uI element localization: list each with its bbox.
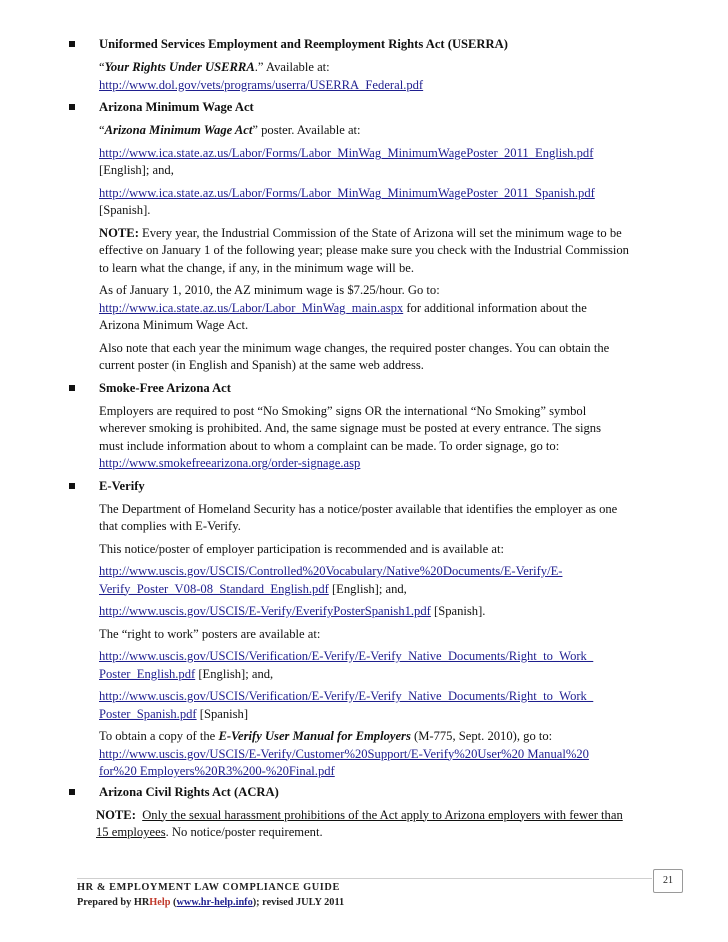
minwage-english-link[interactable]: http://www.ica.state.az.us/Labor/Forms/Labor_MinWag_MinimumWagePoster_2011_English.pdf xyxy=(99,145,594,160)
rtw-spanish-link[interactable]: http://www.uscis.gov/USCIS/Verification/E-Verify/E-Verify_Native_Documents/Right_to_Work_ xyxy=(99,689,594,703)
bullet-icon xyxy=(69,789,75,795)
rtw-english-link[interactable]: http://www.uscis.gov/USCIS/Verification/E-Verify/E-Verify_Native_Documents/Right_to_Work_ xyxy=(99,649,594,663)
section-smokefree-heading: Smoke-Free Arizona Act xyxy=(0,380,728,398)
minwage-spanish-paragraph: http://www.ica.state.az.us/Labor/Forms/Labor_MinWag_MinimumWagePoster_2011_Spanish.pdf [Spanish]. xyxy=(99,185,595,217)
userra-paragraph: “Your Rights Under USERRA.” Available at: http://www.dol.gov/vets/programs/userra/USERRA_Federal.pdf xyxy=(99,60,424,92)
bullet-icon xyxy=(69,483,75,489)
minwage-spanish-link[interactable]: http://www.ica.state.az.us/Labor/Forms/Labor_MinWag_MinimumWagePoster_2011_Spanish.pdf xyxy=(99,185,595,200)
minwage-main-link[interactable]: http://www.ica.state.az.us/Labor/Labor_MinWag_main.aspx xyxy=(99,300,404,315)
document-body xyxy=(0,36,728,842)
everify-manual-title: E-Verify User Manual for Employers xyxy=(218,729,411,743)
everify-spanish-link[interactable]: http://www.uscis.gov/USCIS/E-Verify/EverifyPosterSpanish1.pdf xyxy=(99,604,431,618)
everify-english-poster: http://www.uscis.gov/USCIS/Controlled%20Vocabulary/Native%20Documents/E-Verify/E- Verify_Poster_V08-08_Standard_English.pdf [English]; and, xyxy=(99,564,563,596)
section-everify-heading: E-Verify xyxy=(0,478,728,496)
footer-guide-title: HR & EMPLOYMENT LAW COMPLIANCE GUIDE xyxy=(77,882,340,893)
note-label: NOTE: xyxy=(99,225,139,240)
minwage-poster-paragraph: “Arizona Minimum Wage Act” poster. Available at: xyxy=(99,123,361,137)
everify-manual-link-cont[interactable]: for%20 Employers%20R3%200-%20Final.pdf xyxy=(99,764,335,778)
rtw-english-link-cont[interactable]: Poster_English.pdf xyxy=(99,666,196,681)
minwage-english-paragraph: http://www.ica.state.az.us/Labor/Forms/Labor_MinWag_MinimumWagePoster_2011_English.pdf [English]; and, xyxy=(99,145,594,177)
smokefree-paragraph: Employers are required to post “No Smoking” signs OR the international “No Smoking” symbol wherever smoking is prohibited. And, the same signage must be posted at every entrance. The signs must include information about to whom a complaint can be made. To order signage, go to: http://www.smokefreearizona.org/order-signage.asp xyxy=(99,403,601,470)
minwage-asof-paragraph: As of January 1, 2010, the AZ minimum wage is $7.25/hour. Go to: http://www.ica.state.az.us/Labor/Labor_MinWag_main.aspx for additional information about the Arizona Minimum Wage Act. xyxy=(99,283,587,332)
userra-poster-title: Your Rights Under USERRA xyxy=(104,60,255,74)
minwage-note: NOTE: Every year, the Industrial Commission of the State of Arizona will set the minimum wage to be effective on January 1 of the following year; please make sure you check with the Industrial Commission to learn what the change, if any, in the minimum wage will be. xyxy=(99,225,629,275)
bullet-icon xyxy=(69,104,75,110)
smokefree-link[interactable]: http://www.smokefreearizona.org/order-signage.asp xyxy=(99,456,361,470)
section-minwage-heading: Arizona Minimum Wage Act xyxy=(0,99,728,117)
everify-english-link[interactable]: http://www.uscis.gov/USCIS/Controlled%20Vocabulary/Native%20Documents/E-Verify/E- xyxy=(99,564,563,578)
everify-right-to-work: The “right to work” posters are available at: xyxy=(99,626,321,641)
footer-site-link[interactable]: www.hr-help.info xyxy=(176,897,253,908)
everify-rtw-spanish: http://www.uscis.gov/USCIS/Verification/E-Verify/E-Verify_Native_Documents/Right_to_Work_ Poster_Spanish.pdf [Spanish] xyxy=(99,689,594,721)
footer-divider xyxy=(77,878,652,879)
acra-note: NOTE: Only the sexual harassment prohibitions of the Act apply to Arizona employers with fewer than 15 employees. No notice/poster requirement. xyxy=(96,807,623,839)
userra-link[interactable]: http://www.dol.gov/vets/programs/userra/USERRA_Federal.pdf xyxy=(99,77,424,92)
bullet-icon xyxy=(69,41,75,47)
section-userra-heading: Uniformed Services Employment and Reemployment Rights Act (USERRA) xyxy=(0,36,728,54)
everify-english-link-cont[interactable]: Verify_Poster_V08-08_Standard_English.pdf xyxy=(99,581,329,596)
minwage-also-paragraph: Also note that each year the minimum wage changes, the required poster changes. You can obtain the current poster (in English and Spanish) at the same web address. xyxy=(99,340,610,372)
minwage-poster-title: Arizona Minimum Wage Act xyxy=(104,123,253,137)
footer-prepared-by: Prepared by HRHelp (www.hr-help.info); revised JULY 2011 xyxy=(77,897,345,908)
page-footer xyxy=(77,880,344,910)
everify-manual: To obtain a copy of the E-Verify User Manual for Employers (M-775, Sept. 2010), go to: http://www.uscis.gov/USCIS/E-Verify/Customer%20Support/E-Verify%20User%20 Manual%20 for%20 Employers%20R3%200-%20Final.pdf xyxy=(99,729,589,778)
rtw-spanish-link-cont[interactable]: Poster_Spanish.pdf xyxy=(99,706,197,721)
bullet-icon xyxy=(69,385,75,391)
everify-spanish-poster: http://www.uscis.gov/USCIS/E-Verify/EverifyPosterSpanish1.pdf [Spanish]. xyxy=(99,604,486,618)
everify-rtw-english: http://www.uscis.gov/USCIS/Verification/E-Verify/E-Verify_Native_Documents/Right_to_Work_ Poster_English.pdf [English]; and, xyxy=(99,649,594,681)
footer-brand-help: Help xyxy=(149,897,171,908)
section-acra-heading: Arizona Civil Rights Act (ACRA) xyxy=(0,784,728,802)
everify-manual-link[interactable]: http://www.uscis.gov/USCIS/E-Verify/Customer%20Support/E-Verify%20User%20 Manual%20 xyxy=(99,746,589,761)
everify-recommended: This notice/poster of employer participation is recommended and is available at: xyxy=(99,541,504,556)
page-number: 21 xyxy=(653,869,683,893)
everify-dhs-paragraph: The Department of Homeland Security has a notice/poster available that identifies the employer as one that complies with E-Verify. xyxy=(99,501,618,533)
note-label: NOTE: xyxy=(96,807,136,822)
